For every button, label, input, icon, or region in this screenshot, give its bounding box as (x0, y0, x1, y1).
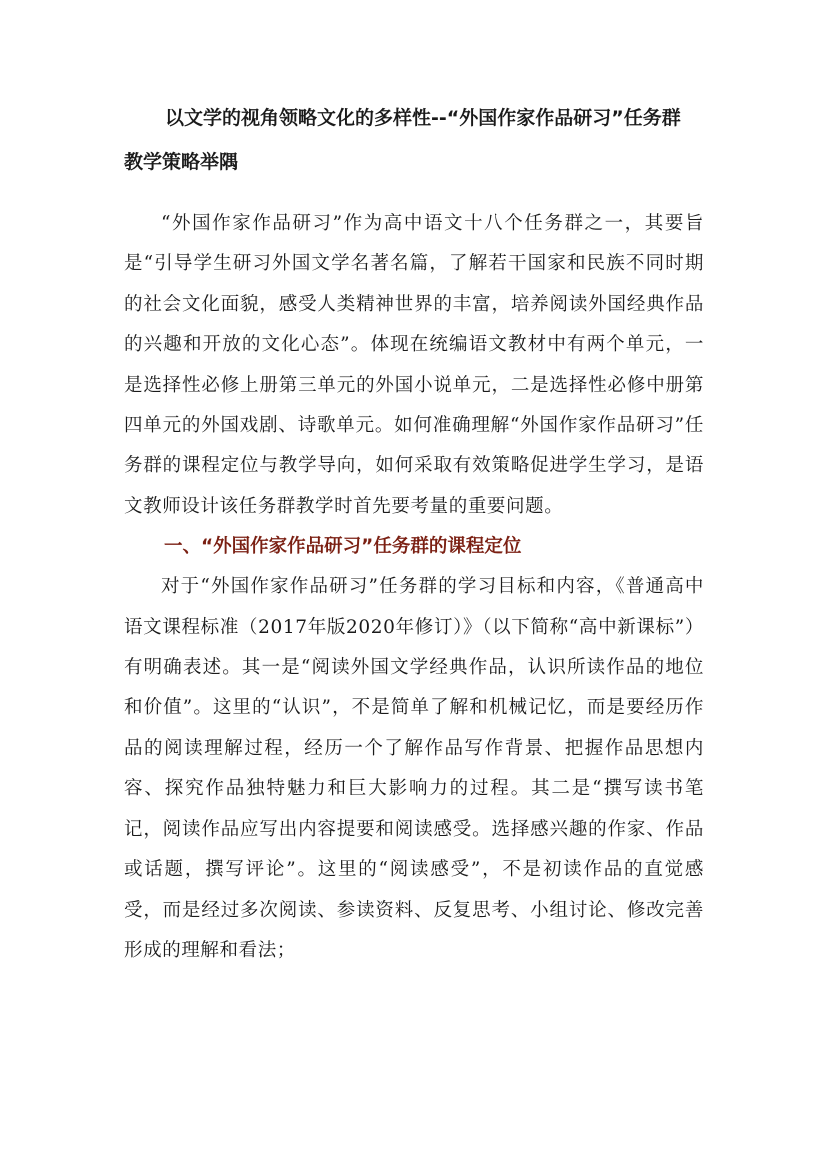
title-line-2: 教学策略举隅 (124, 151, 239, 173)
document-title (124, 96, 704, 184)
body-paragraph: 对于“外国作家作品研习”任务群的学习目标和内容，《普通高中语文课程标准（2017年版2020年修订）》（以下简称“高中新课标”）有明确表述。其一是“阅读外国文学经典作品，认识所读作品的地位和价值”。这里的“认识”，不是简单了解和机械记忆，而是要经历作品的阅读理解过程，经历一个了解作品写作背景、把握作品思想内容、探究作品独特魅力和巨大影响力的过程。其二是“撰写读书笔记，阅读作品应写出内容提要和阅读感受。选择感兴趣的作家、作品或话题，撰写评论”。这里的“阅读感受”，不是初读作品的直觉感受，而是经过多次阅读、参读资料、反复思考、小组讨论、修改完善形成的理解和看法； (124, 576, 704, 961)
document-content (124, 96, 704, 971)
intro-paragraph: “外国作家作品研习”作为高中语文十八个任务群之一，其要旨是“引导学生研习外国文学名著名篇，了解若干国家和民族不同时期的社会文化面貌，感受人类精神世界的丰富，培养阅读外国经典作品的兴趣和开放的文化心态”。体现在统编语文教材中有两个单元，一是选择性必修上册第三单元的外国小说单元，二是选择性必修中册第四单元的外国戏剧、诗歌单元。如何准确理解“外国作家作品研习”任务群的课程定位与教学导向，如何采取有效策略促进学生学习，是语文教师设计该任务群教学时首先要考量的重要问题。 (124, 213, 704, 517)
section-heading: 一、“外国作家作品研习”任务群的课程定位 (164, 536, 522, 558)
title-line-1: 以文学的视角领略文化的多样性--“外国作家作品研习”任务群 (165, 107, 681, 129)
